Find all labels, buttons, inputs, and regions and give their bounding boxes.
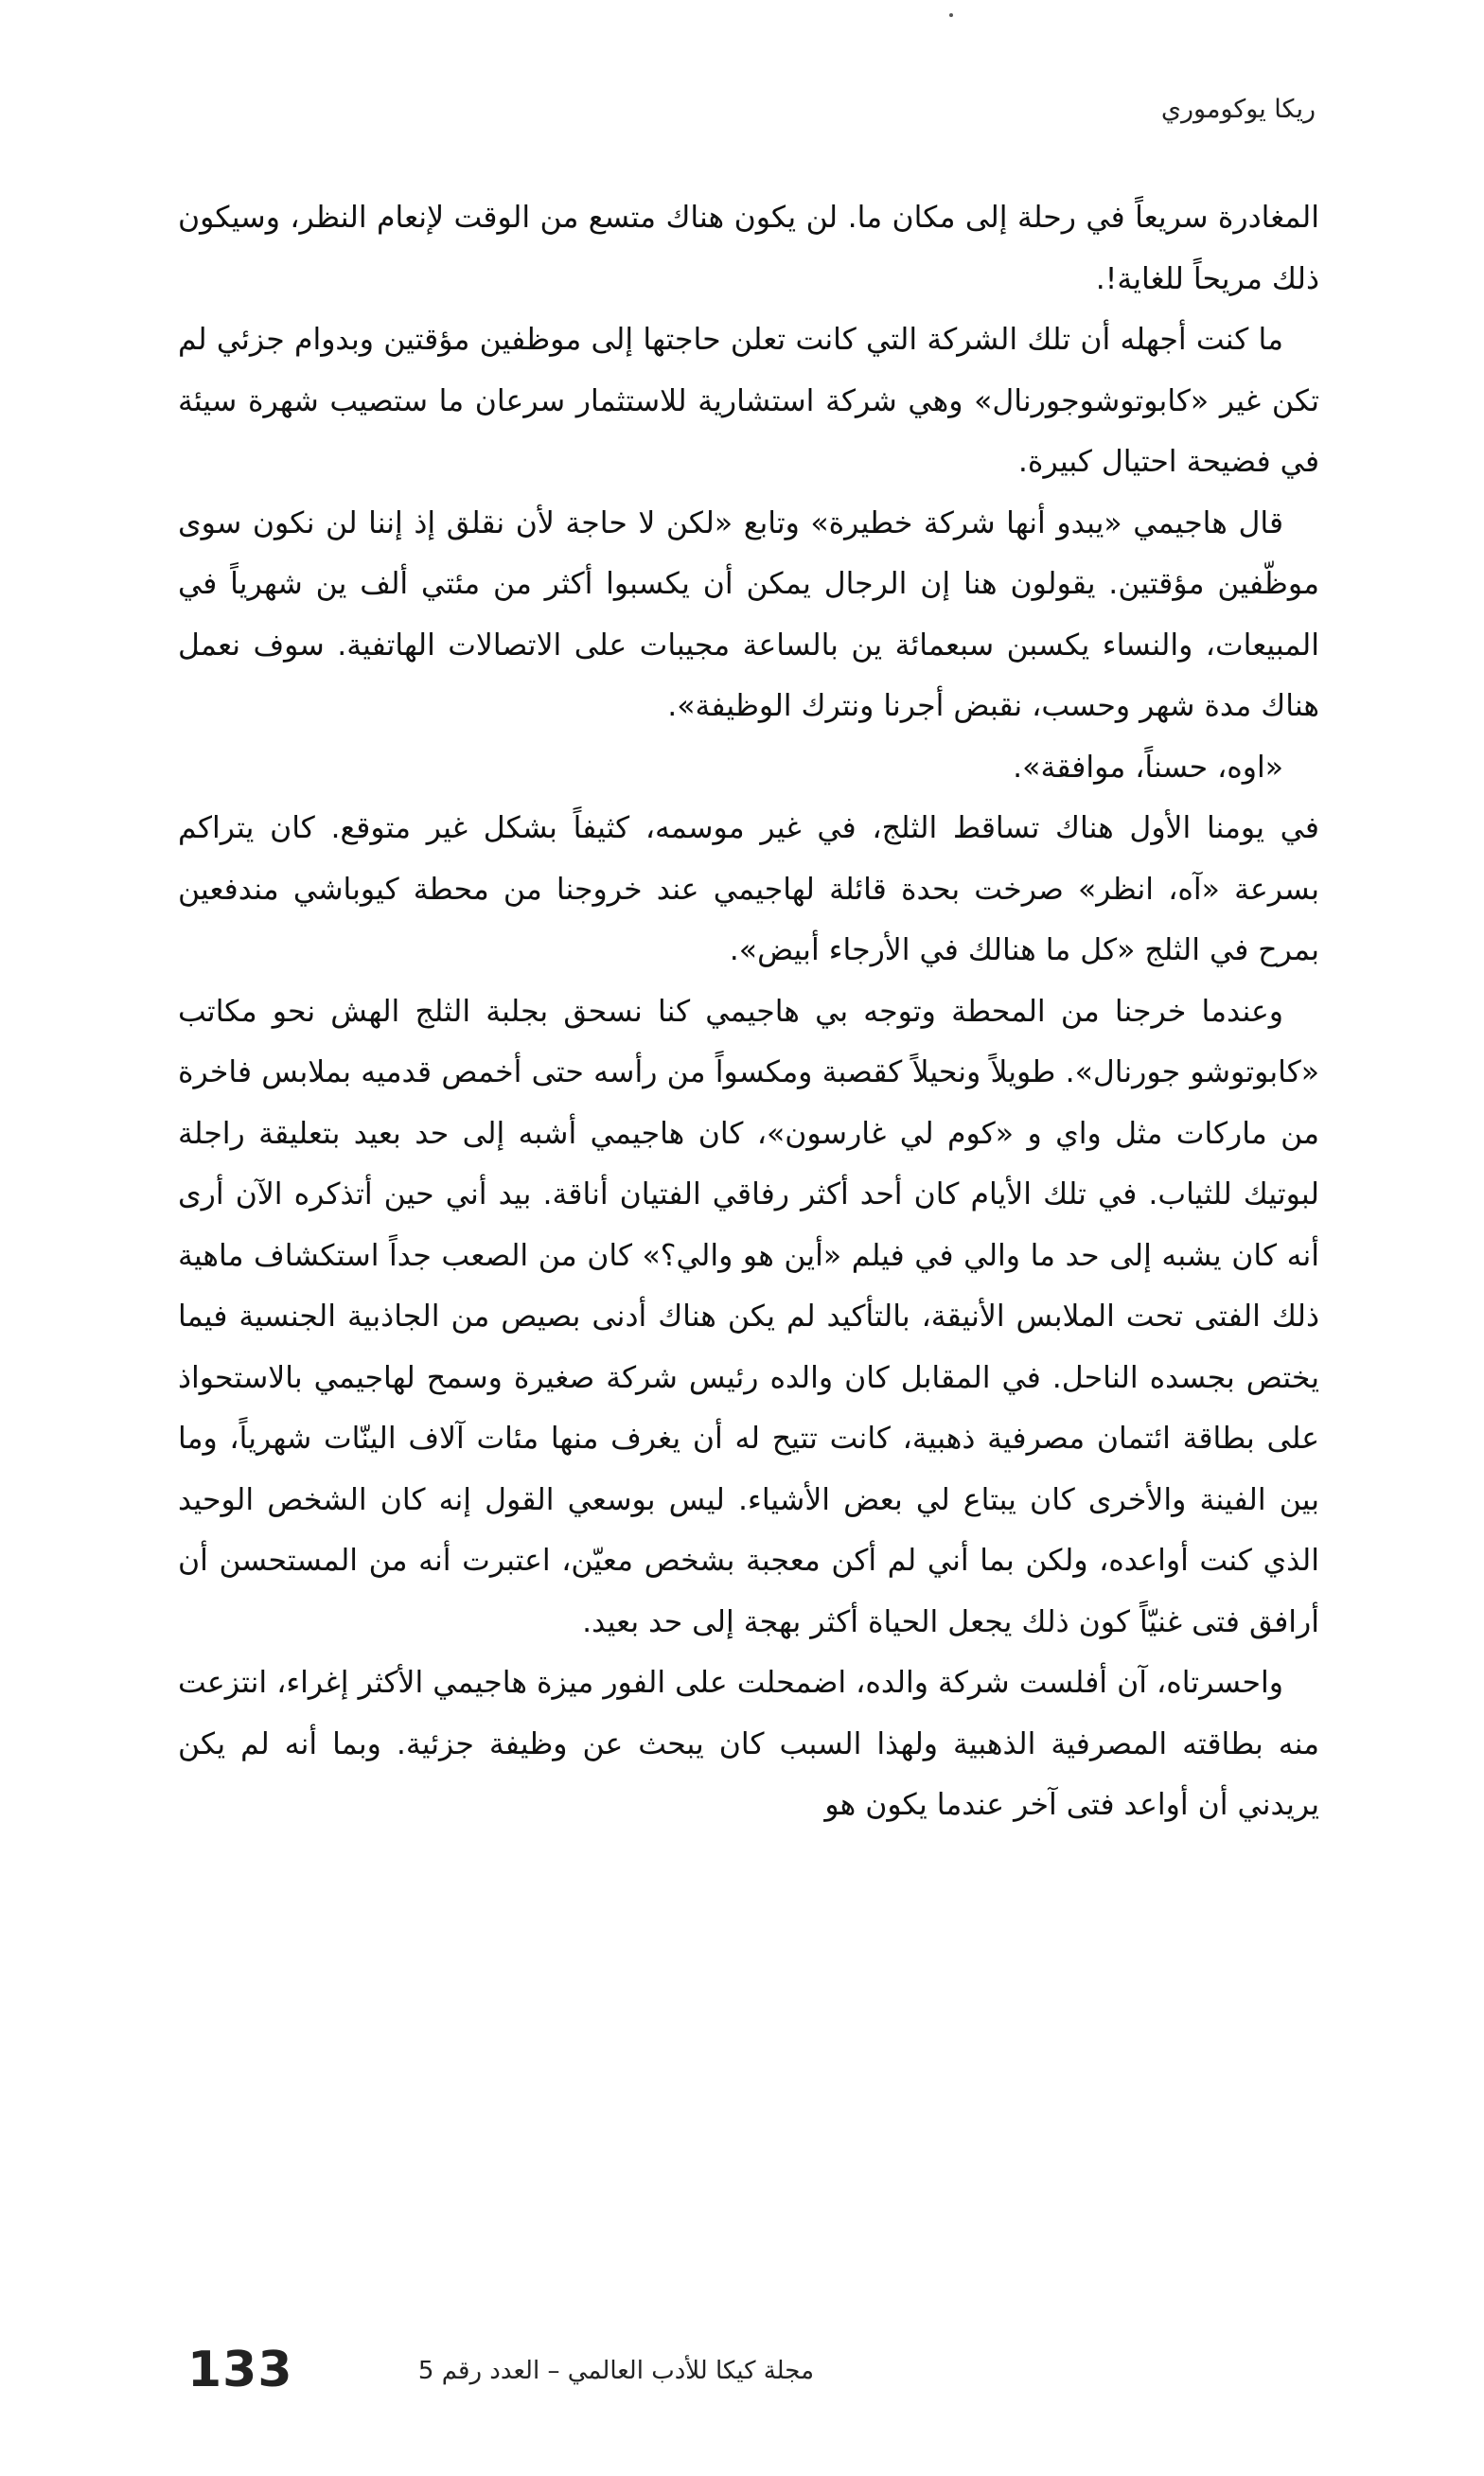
- page-body-text: [178, 187, 1319, 1836]
- paragraph-1: المغادرة سريعاً في رحلة إلى مكان ما. لن يكون هناك متسع من الوقت لإنعام النظر، وسيكون ذلك مريحاً للغاية!.: [178, 201, 1319, 296]
- paragraph-2: ما كنت أجهله أن تلك الشركة التي كانت تعلن حاجتها إلى موظفين مؤقتين وبدوام جزئي لم تكن غير «كابوتوشوجورنال» وهي شركة استشارية للاستثمار سرعان ما ستصيب شهرة سيئة في فضيحة احتيال كبيرة.: [178, 323, 1319, 479]
- running-header-author: ريكا يوكوموري: [1160, 95, 1316, 124]
- page-footer: [180, 2340, 1325, 2406]
- paragraph-6: وعندما خرجنا من المحطة وتوجه بي هاجيمي كنا نسحق بجلبة الثلج الهش نحو مكاتب «كابوتوشو جورنال». طويلاً ونحيلاً كقصبة ومكسواً من رأسه حتى أخمص قدميه بملابس فاخرة من ماركات مثل واي و «كوم لي غارسون»، كان هاجيمي أشبه إلى حد بعيد بتعليقة راجلة لبوتيك للثياب. في تلك الأيام كان أحد أكثر رفاقي الفتيان أناقة. بيد أني حين أتذكره الآن أرى أنه كان يشبه إلى حد ما والي في فيلم «أين هو والي؟» كان من الصعب جداً استكشاف ماهية ذلك الفتى تحت الملابس الأنيقة، بالتأكيد لم يكن هناك أدنى بصيص من الجاذبية الجنسية فيما يختص بجسده الناحل. في المقابل كان والده رئيس شركة صغيرة وسمح لهاجيمي بالاستحواذ على بطاقة ائتمان مصرفية ذهبية، كانت تتيح له أن يغرف منها مئات آلاف الينّات شهرياً، وما بين الفينة والأخرى كان يبتاع لي بعض الأشياء. ليس بوسعي القول إنه كان الشخص الوحيد الذي كنت أواعده، ولكن بما أني لم أكن معجبة بشخص معيّن، اعتبرت أنه من المستحسن أن أرافق فتى غنيّاً كون ذلك يجعل الحياة أكثر بهجة إلى حد بعيد.: [178, 994, 1319, 1639]
- page-number: 133: [187, 2342, 293, 2398]
- paragraph-5: في يومنا الأول هناك تساقط الثلج، في غير موسمه، كثيفاً بشكل غير متوقع. كان يتراكم بسرعة «آه، انظر» صرخت بحدة قائلة لهاجيمي عند خروجنا من محطة كيوباشي مندفعين بمرح في الثلج «كل ما هنالك في الأرجاء أبيض».: [178, 811, 1319, 967]
- paragraph-4: «اوه، حسناً، موافقة».: [1013, 750, 1283, 785]
- journal-title: مجلة كيكا للأدب العالمي – العدد رقم 5: [417, 2357, 814, 2385]
- paragraph-7: واحسرتاه، آن أفلست شركة والده، اضمحلت على الفور ميزة هاجيمي الأكثر إغراء، انتزعت منه بطاقته المصرفية الذهبية ولهذا السبب كان يبحث عن وظيفة جزئية. وبما أنه لم يكن يريدني أن أواعد فتى آخر عندما يكون هو: [178, 1666, 1319, 1822]
- paragraph-3: قال هاجيمي «يبدو أنها شركة خطيرة» وتابع «لكن لا حاجة لأن نقلق إذ إننا لن نكون سوى موظّفين مؤقتين. يقولون هنا إن الرجال يمكن أن يكسبوا أكثر من مئتي ألف ين شهرياً في المبيعات، والنساء يكسبن سبعمائة ين بالساعة مجيبات على الاتصالات الهاتفية. سوف نعمل هناك مدة شهر وحسب، نقبض أجرنا ونترك الوظيفة».: [178, 505, 1319, 723]
- print-speck: [949, 13, 953, 17]
